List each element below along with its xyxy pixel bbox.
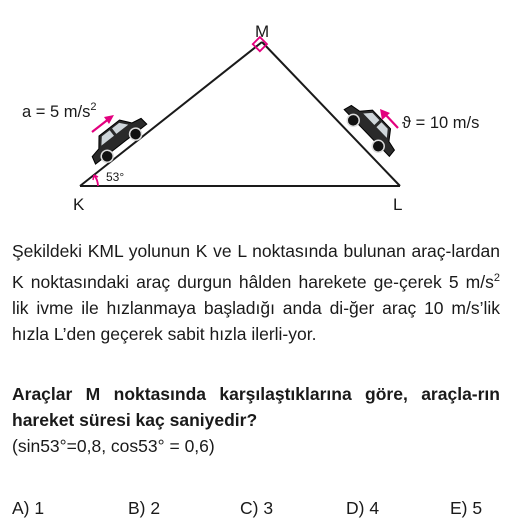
speed-label: ϑ = 10 m/s <box>402 114 480 132</box>
accel-label: a = 5 $m/s^2$ <box>22 101 97 121</box>
segment-km <box>80 42 262 186</box>
choice-a[interactable]: A) 1 <box>12 498 45 518</box>
question-text: Araçlar M noktasında karşılaştıklarına göre, araçla-rın hareket süresi kaç saniyedir? <box>12 384 500 430</box>
accel-unit-exponent: 2 <box>90 101 97 113</box>
choice-e[interactable]: E) 5 <box>450 498 483 518</box>
given-values: (sin53°=0,8, cos53° = 0,6) <box>12 436 215 456</box>
figure <box>0 0 509 230</box>
car-l-icon <box>339 96 404 162</box>
segment-ml <box>262 42 400 186</box>
label-k: K <box>73 195 85 214</box>
choice-c[interactable]: C) 3 <box>240 498 274 518</box>
angle-label: 53° <box>106 170 125 184</box>
choice-b[interactable]: B) 2 <box>128 498 161 518</box>
label-m: M <box>255 22 270 41</box>
label-l: L <box>393 195 403 214</box>
problem-paragraph: Şekildeki KML yolunun K ve L noktasında bulunan araç-lardan K noktasındaki araç durgun hâlden harekete ge-çerek 5 $m/s^2$ lik ivme ile hızlanmaya başladığı anda di-ğer araç 10 m/s’lik hızla L’den geçerek sabit hızla ilerli-yor. <box>12 241 500 345</box>
choice-d[interactable]: D) 4 <box>346 498 380 518</box>
unit-exponent: 2 <box>493 271 500 284</box>
